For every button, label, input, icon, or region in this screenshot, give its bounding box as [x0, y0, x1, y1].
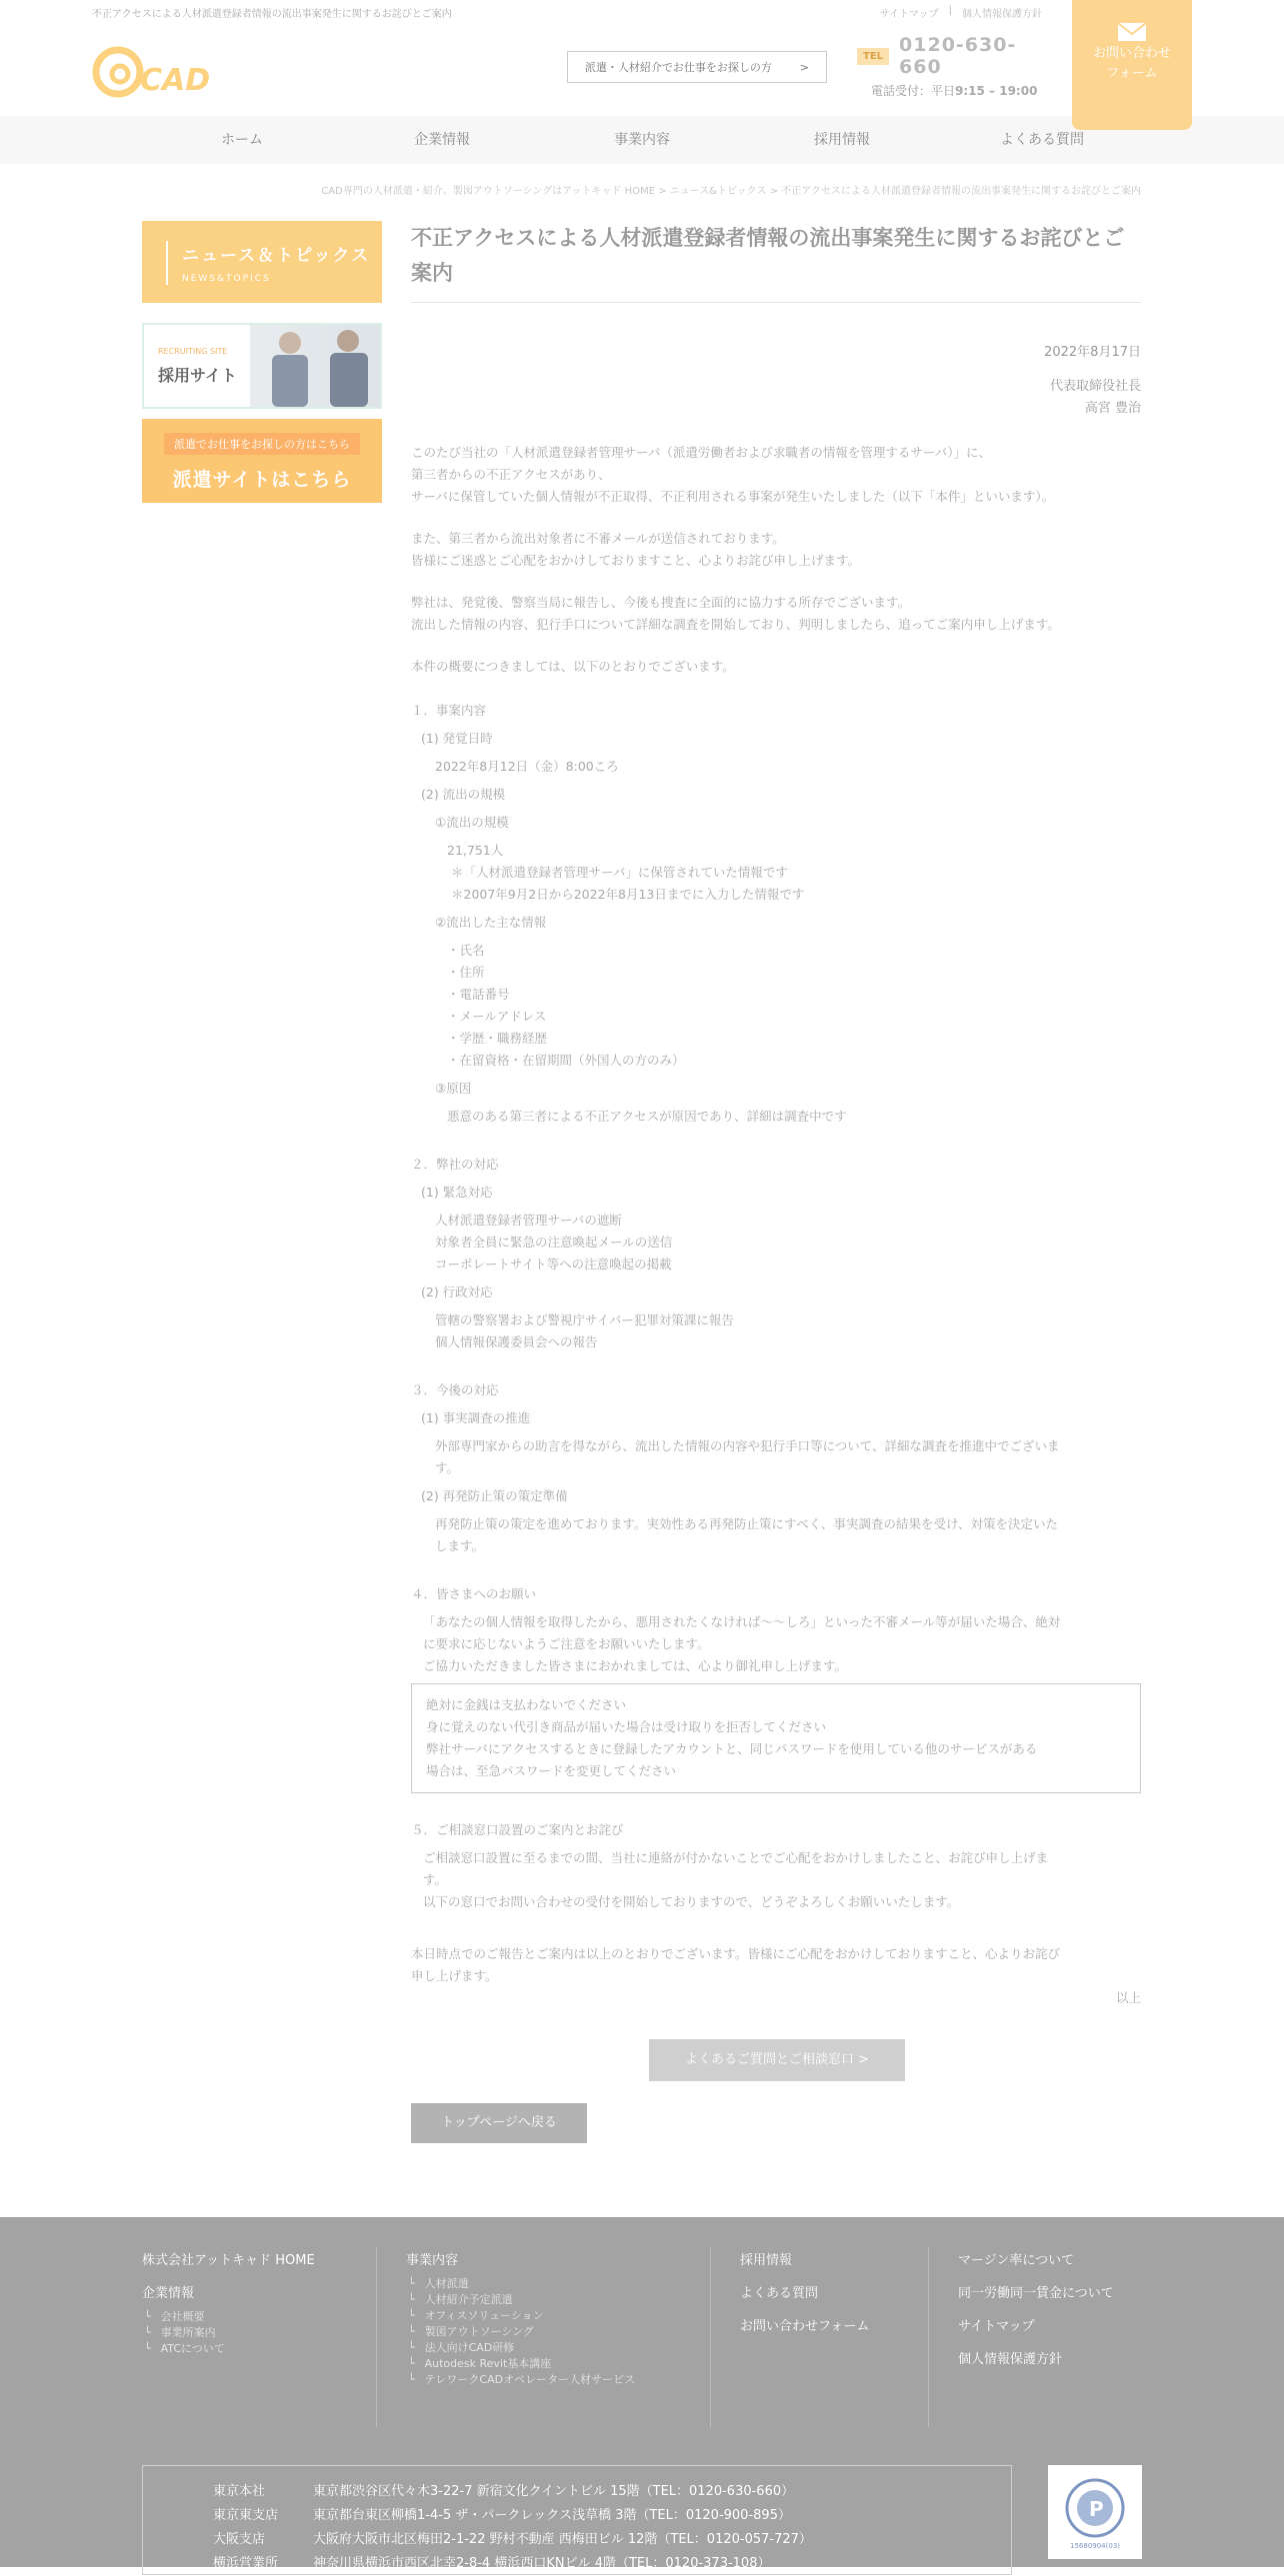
- office-address: 大阪府大阪市北区梅田2-1-22 野村不動産 西梅田ビル 12階（TEL：0120-057-727）: [313, 2532, 812, 2547]
- paragraph-apology: [411, 528, 1141, 572]
- text-line: 「あなたの個人情報を取得したから、悪用されたくなければ～～しろ」といった不審メール等が届いた場合、絶対: [423, 1614, 1061, 1630]
- list-item: ・電話番号: [447, 987, 510, 1003]
- haken-banner-pill: 派遣でお仕事をお探しの方はこちら: [164, 433, 360, 455]
- office-name: 東京本社: [213, 2484, 266, 2499]
- text-line: このたび当社の「人材派遣登録者管理サーバ（派遣労働者および求職者の情報を管理するサーバ）」に、: [411, 445, 992, 461]
- paragraph-overview: 本件の概要につきましては、以下のとおりでございます。: [411, 659, 735, 675]
- footer-privacy-link[interactable]: 個人情報保護方針: [958, 2352, 1063, 2367]
- breadcrumb[interactable]: CAD専門の人材派遣・紹介、製図アウトソーシングはアットキャド HOME > ニュース&トピックス > 不正アクセスによる人材派遣登録者情報の流出事案発生に関するお詫びとご案内: [321, 186, 1141, 197]
- text-line: 以下の窓口でお問い合わせの受付を開始しておりますので、どうぞよろしくお願いいたします。: [423, 1894, 960, 1910]
- utility-links: [880, 5, 1042, 20]
- contact-form-button[interactable]: [1072, 0, 1192, 130]
- article-date: 2022年8月17日: [1044, 345, 1141, 361]
- footer-sitemap-link[interactable]: サイトマップ: [958, 2319, 1035, 2334]
- footer-sublink[interactable]: └ オフィスソリューション: [426, 2310, 635, 2322]
- subsection-label: (1) 緊急対応: [421, 1185, 493, 1201]
- text-line: 外部専門家からの助言を得ながら、流出した情報の内容や犯行手口等について、詳細な調査を推進中でございま: [435, 1438, 1060, 1454]
- footer-divider: [376, 2247, 377, 2427]
- subsection-label: ①流出の規模: [435, 815, 509, 831]
- office-name: 東京東支店: [213, 2508, 279, 2523]
- subsection-label: (2) 再発防止策の策定準備: [421, 1488, 568, 1504]
- subsection-label: (1) 発覚日時: [421, 731, 493, 747]
- list-item: 個人情報保護委員会への報告: [435, 1334, 598, 1350]
- text-line: 第三者からの不正アクセスがあり、: [411, 467, 611, 483]
- news-banner-title: ニュース＆トピックス: [182, 246, 371, 266]
- staff-photo: [250, 325, 380, 407]
- footer-col-business: [406, 2249, 635, 2394]
- text-line: 再発防止策の策定を進めております。実効性ある再発防止策にすべく、事実調査の結果を受け、対策を決定いた: [435, 1516, 1059, 1532]
- nav-home[interactable]: ホーム: [221, 132, 263, 148]
- tel-hours-label: 電話受付：平日: [871, 84, 956, 98]
- recruit-site-banner[interactable]: [142, 323, 382, 409]
- text-line: ＊2007年9月2日から2022年8月13日までに入力した情報です: [451, 887, 805, 903]
- footer-company-link[interactable]: 企業情報: [142, 2286, 195, 2301]
- footer-recruit-link[interactable]: 採用情報: [740, 2253, 793, 2268]
- section-heading: ２．弊社の対応: [411, 1157, 499, 1173]
- nav-recruit[interactable]: 採用情報: [814, 132, 870, 148]
- footer-margin-link[interactable]: マージン率について: [958, 2253, 1075, 2268]
- sign-role: 代表取締役社長: [1049, 379, 1141, 395]
- text-line: 本日時点でのご報告とご案内は以上のとおりでございます。皆様にご心配をおかけしておりますこと、心よりお詫び: [411, 1946, 1061, 1962]
- separator: |: [948, 4, 952, 16]
- text-line: ご相談窓口設置に至るまでの間、当社に連絡が付かないことでご心配をおかけしましたこと、お詫び申し上げま: [423, 1850, 1049, 1866]
- list-item: 対象者全員に緊急の注意喚起メールの送信: [435, 1235, 673, 1251]
- footer-sublink[interactable]: └ 人材派遣: [426, 2278, 635, 2290]
- faq-contact-button[interactable]: よくあるご質問とご相談窓口 >: [649, 2039, 905, 2081]
- office-row: [213, 2552, 1011, 2576]
- atcad-logo[interactable]: [92, 44, 234, 100]
- haken-site-banner[interactable]: [142, 419, 382, 503]
- office-address: 東京都台東区柳橋1-4-5 ザ・パークレックス浅草橋 3階（TEL：0120-900-895）: [313, 2508, 791, 2523]
- job-search-label: 派遣・人材紹介でお仕事をお探しの方: [584, 61, 772, 74]
- recruit-banner-title: 採用サイト: [158, 366, 237, 385]
- privacy-mark-icon: [1055, 2472, 1135, 2552]
- news-banner-sub: NEWS&TOPICS: [182, 274, 271, 284]
- contact-label-1: お問い合わせ: [1092, 46, 1171, 61]
- recruit-banner-sub: RECRUITING SITE: [158, 347, 228, 356]
- list-item: ・メールアドレス: [447, 1009, 547, 1025]
- section-heading: ３．今後の対応: [411, 1382, 499, 1398]
- text-line: す。: [423, 1872, 448, 1888]
- footer: [0, 2217, 1284, 2571]
- paragraph-police: [411, 592, 1141, 636]
- text-line: 皆様にご迷惑とご心配をおかけしておりますこと、心よりお詫び申し上げます。: [411, 553, 861, 569]
- tel-hours-time: 9:15 – 19:00: [955, 84, 1038, 98]
- subsection-label: (1) 事実調査の推進: [421, 1410, 531, 1426]
- text-line: ご協力いただきました皆さまにおかれましては、心より御礼申し上げます。: [423, 1658, 848, 1674]
- paragraph-intro: [411, 442, 1141, 508]
- tel-badge: TEL: [857, 48, 889, 65]
- tel-number[interactable]: 0120-630-660: [899, 34, 1017, 78]
- warning-box: [411, 1683, 1141, 1793]
- text-line: に要求に応じないようご注意をお願いいたします。: [423, 1636, 710, 1652]
- haken-banner-title: 派遣サイトはこちら: [172, 469, 352, 491]
- footer-col-company: [142, 2249, 315, 2363]
- text-line: 流出した情報の内容、犯行手口について詳細な調査を開始しており、判明しましたら、追ってご案内申し上げます。: [411, 617, 1060, 633]
- nav-company[interactable]: 企業情報: [414, 132, 470, 148]
- nav-business[interactable]: 事業内容: [614, 132, 670, 148]
- footer-sublink[interactable]: └ 事業所案内: [162, 2327, 315, 2339]
- footer-col-recruit: [740, 2249, 869, 2348]
- contact-label-2: フォーム: [1106, 66, 1158, 82]
- text-line: 悪意のある第三者による不正アクセスが原因であり、詳細は調査中です: [447, 1109, 847, 1125]
- section-heading: ５．ご相談窓口設置のご案内とお詫び: [411, 1822, 624, 1838]
- back-to-top-button[interactable]: トップページへ戻る: [411, 2103, 587, 2143]
- sitemap-link[interactable]: サイトマップ: [879, 8, 939, 20]
- footer-business-link[interactable]: 事業内容: [406, 2253, 459, 2268]
- footer-col-policy: [958, 2249, 1114, 2381]
- footer-contact-link[interactable]: お問い合わせフォーム: [740, 2319, 870, 2334]
- closing-paragraph: [411, 1943, 1141, 1987]
- privacy-mark-number: 15680904(03): [1070, 2542, 1120, 2550]
- office-list: [142, 2465, 1012, 2575]
- footer-sublink[interactable]: └ 法人向けCAD研修: [426, 2342, 635, 2354]
- text-line: します。: [435, 1538, 485, 1554]
- article: [411, 221, 1141, 2143]
- text-line: す。: [435, 1460, 460, 1476]
- footer-sublink[interactable]: └ ATCについて: [162, 2343, 315, 2355]
- office-address: 神奈川県横浜市西区北幸2-8-4 横浜西口KNビル 4階（TEL：0120-373-108）: [313, 2556, 771, 2571]
- privacy-link[interactable]: 個人情報保護方針: [962, 8, 1042, 20]
- footer-equal-pay-link[interactable]: 同一労働同一賃金について: [958, 2286, 1114, 2301]
- text-line: サーバに保管していた個人情報が不正取得、不正利用される事案が発生いたしました（以下「本件」といいます）。: [411, 489, 1055, 505]
- warning-line: 絶対に金銭は支払わないでください: [426, 1697, 627, 1713]
- list-item: ・学歴・職務経歴: [447, 1031, 548, 1047]
- svg-text:CAD: CAD: [140, 63, 211, 98]
- page-tagline: 不正アクセスによる人材派遣登録者情報の流出事案発生に関するお詫びとご案内: [92, 8, 452, 20]
- section-heading: １．事案内容: [411, 703, 487, 719]
- text-line: ＊「人材派遣登録者管理サーバ」に保管されていた情報です: [451, 865, 788, 881]
- list-item: 人材派遣登録者管理サーバの遮断: [435, 1213, 622, 1229]
- tel-hours: [871, 82, 1057, 99]
- list-item: 管轄の警察署および警視庁サイバー犯罪対策課に報告: [435, 1312, 734, 1328]
- news-banner[interactable]: [142, 221, 382, 303]
- footer-divider: [710, 2247, 711, 2427]
- office-name: 横浜営業所: [213, 2556, 279, 2571]
- text-line: 弊社は、発覚後、警察当局に報告し、今後も捜査に全面的に協力する所存でございます。: [411, 595, 911, 611]
- footer-sublink[interactable]: └ 会社概要: [162, 2311, 315, 2323]
- nav-faq[interactable]: よくある質問: [1000, 132, 1084, 148]
- office-name: 大阪支店: [213, 2532, 266, 2547]
- sidebar: [142, 221, 382, 2143]
- svg-text:P: P: [1089, 2497, 1104, 2521]
- subsection-label: (2) 行政対応: [421, 1285, 493, 1300]
- page-title: 不正アクセスによる人材派遣登録者情報の流出事案発生に関するお詫びとご案内: [411, 221, 1141, 303]
- warning-line: 身に覚えのない代引き商品が届いた場合は受け取りを拒否してください: [426, 1719, 827, 1735]
- footer-sublink[interactable]: └ 人材紹介予定派遣: [426, 2294, 635, 2306]
- subsection-label: ③原因: [435, 1081, 472, 1097]
- office-row: [213, 2504, 1011, 2528]
- envelope-icon: [1117, 22, 1147, 42]
- sign-name: 高宮 豊治: [1084, 401, 1141, 417]
- list-item: ・在留資格・在留期間（外国人の方のみ）: [447, 1053, 685, 1069]
- list-item: ・氏名: [447, 943, 485, 959]
- end-mark: 以上: [1115, 1990, 1141, 2006]
- subsection-label: ②流出した主な情報: [435, 915, 547, 931]
- footer-sublink[interactable]: └ テレワークCADオペレーター人材サービス: [426, 2374, 635, 2386]
- warning-line: 場合は、至急パスワードを変更してください: [426, 1763, 677, 1779]
- text-line: 2022年8月12日（金）8:00ころ: [435, 759, 619, 775]
- section-heading: ４．皆さまへのお願い: [411, 1586, 537, 1602]
- office-address: 東京都渋谷区代々木3-22-7 新宿文化クイントビル 15階（TEL：0120-630-660）: [313, 2484, 795, 2499]
- footer-sublink[interactable]: └ 製図アウトソーシング: [426, 2326, 635, 2338]
- job-search-button[interactable]: [567, 51, 827, 83]
- text-line: 21,751人: [447, 843, 504, 859]
- office-row: [213, 2480, 1011, 2504]
- header: [0, 24, 1284, 116]
- footer-home-link[interactable]: 株式会社アットキャド HOME: [142, 2253, 315, 2268]
- list-item: コーポレートサイト等への注意喚起の掲載: [435, 1257, 672, 1273]
- footer-sublink[interactable]: └ Autodesk Revit基本講座: [426, 2358, 635, 2370]
- chevron-right-icon: >: [799, 60, 810, 74]
- tel-block: [857, 34, 1057, 99]
- text-line: また、第三者から流出対象者に不審メールが送信されております。: [411, 531, 785, 547]
- privacy-mark[interactable]: [1048, 2465, 1142, 2559]
- signature: [411, 376, 1141, 420]
- text-line: 申し上げます。: [411, 1968, 498, 1984]
- subsection-label: (2) 流出の規模: [421, 787, 506, 803]
- office-row: [213, 2528, 1011, 2552]
- footer-faq-link[interactable]: よくある質問: [740, 2286, 819, 2301]
- list-item: ・住所: [447, 965, 485, 981]
- warning-line: 弊社サーバにアクセスするときに登録したアカウントと、同じパスワードを使用している他のサービスがある: [426, 1741, 1038, 1757]
- footer-divider: [928, 2247, 929, 2427]
